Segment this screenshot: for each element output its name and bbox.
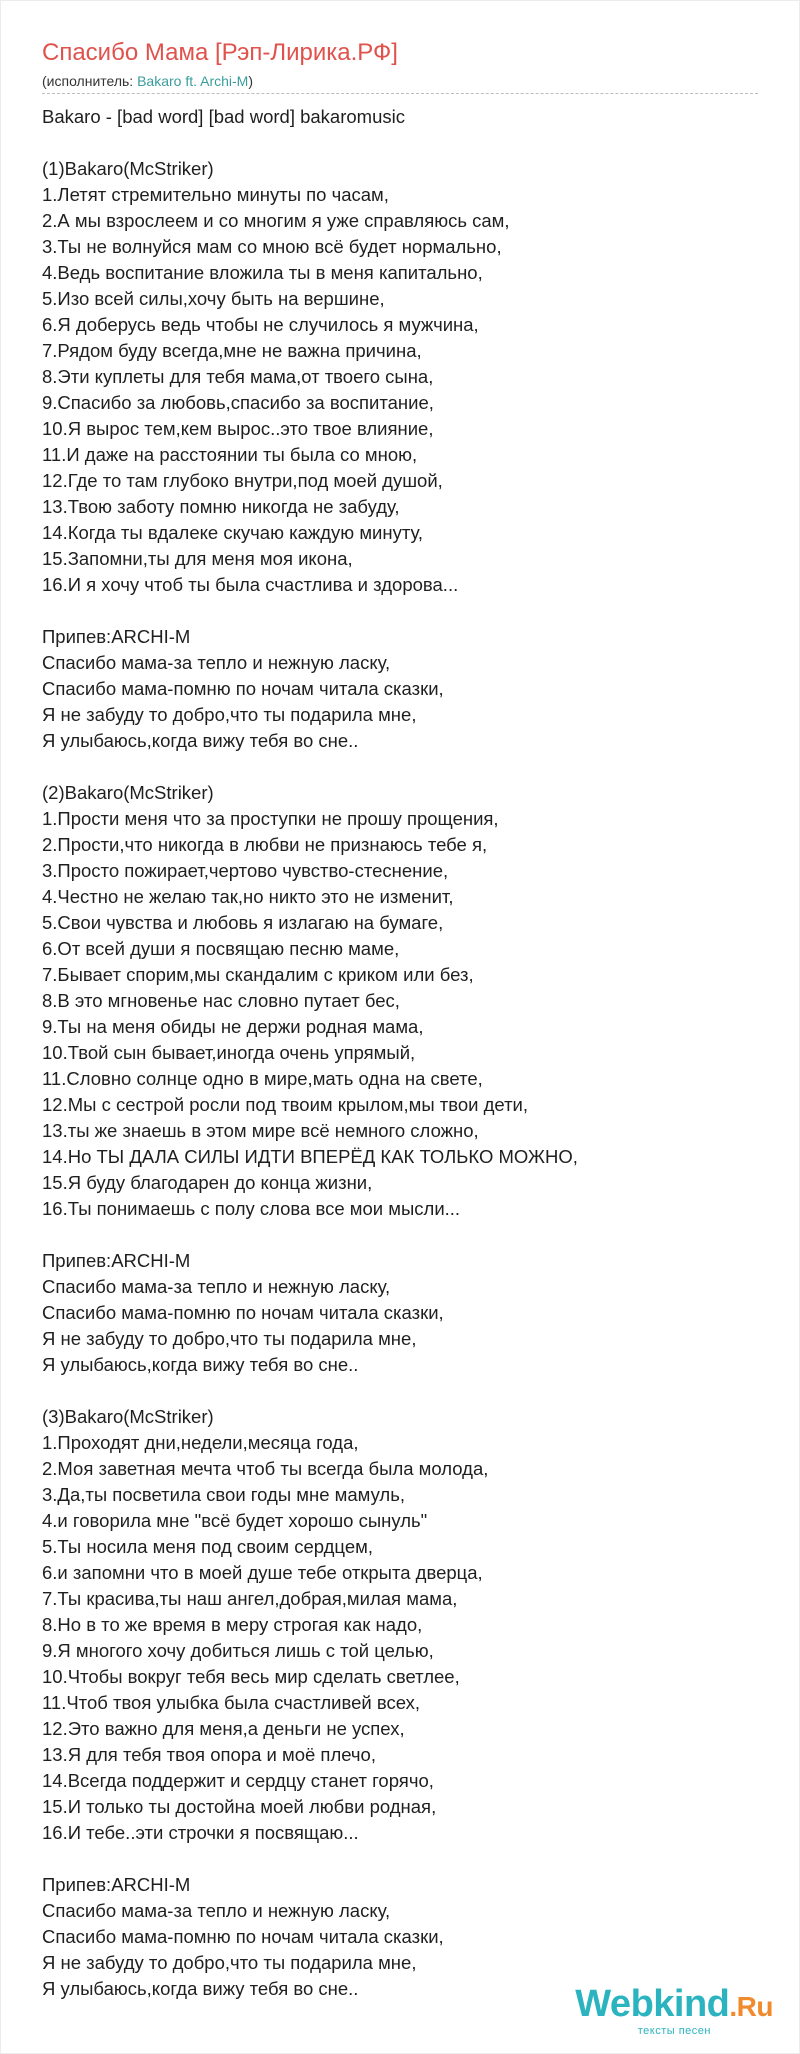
lyric-line: 5.Изо всей силы,хочу быть на вершине, bbox=[42, 288, 385, 309]
lyric-line: (2)Bakaro(McStriker) bbox=[42, 782, 214, 803]
lyric-line: Я улыбаюсь,когда вижу тебя во сне.. bbox=[42, 1354, 359, 1375]
lyric-line: 15.Запомни,ты для меня моя икона, bbox=[42, 548, 353, 569]
lyric-line: 3.Просто пожирает,чертово чувство-стеснение, bbox=[42, 860, 449, 881]
lyric-line: Я не забуду то добро,что ты подарила мне, bbox=[42, 1328, 417, 1349]
lyric-line: 5.Ты носила меня под своим сердцем, bbox=[42, 1536, 373, 1557]
lyric-line: 1.Летят стремительно минуты по часам, bbox=[42, 184, 389, 205]
lyric-line: Спасибо мама-за тепло и нежную ласку, bbox=[42, 652, 391, 673]
lyric-line: 8.Но в то же время в меру строгая как надо, bbox=[42, 1614, 423, 1635]
logo-main-text: Webkind bbox=[575, 1983, 730, 2025]
lyric-line: 6.Я доберусь ведь чтобы не случилось я мужчина, bbox=[42, 314, 479, 335]
lyric-line: 3.Да,ты посветила свои годы мне мамуль, bbox=[42, 1484, 405, 1505]
logo-tagline: тексты песен bbox=[637, 2025, 711, 2037]
lyric-line: 9.Я многого хочу добиться лишь с той целью, bbox=[42, 1640, 434, 1661]
lyric-line: Припев:ARCHI-M bbox=[42, 626, 191, 647]
lyric-line: (1)Bakaro(McStriker) bbox=[42, 158, 214, 179]
lyric-line: 2.Прости,что никогда в любви не признаюсь тебе я, bbox=[42, 834, 488, 855]
lyric-line: 2.А мы взрослеем и со многим я уже справляюсь сам, bbox=[42, 210, 510, 231]
lyrics-text bbox=[42, 104, 758, 2002]
lyric-line: 10.Твой сын бывает,иногда очень упрямый, bbox=[42, 1042, 416, 1063]
lyric-line: 12.Где то там глубоко внутри,под моей душой, bbox=[42, 470, 443, 491]
lyric-line: Bakaro - [bad word] [bad word] bakaromusic bbox=[42, 106, 405, 127]
lyric-line: 13.Я для тебя твоя опора и моё плечо, bbox=[42, 1744, 376, 1765]
lyric-line: 10.Чтобы вокруг тебя весь мир сделать светлее, bbox=[42, 1666, 460, 1687]
lyric-line: 3.Ты не волнуйся мам со мною всё будет нормально, bbox=[42, 236, 502, 257]
lyric-line: Спасибо мама-помню по ночам читала сказки, bbox=[42, 1926, 444, 1947]
performer-line bbox=[42, 72, 758, 90]
lyric-line: 15.И только ты достойна моей любви родная, bbox=[42, 1796, 437, 1817]
site-logo[interactable] bbox=[553, 1983, 773, 2037]
stanza-gap bbox=[42, 130, 758, 156]
lyric-line: 5.Свои чувства и любовь я излагаю на бумаге, bbox=[42, 912, 444, 933]
lyric-line: 13.ты же знаешь в этом мире всё немного сложно, bbox=[42, 1120, 479, 1141]
lyric-line: 8.Эти куплеты для тебя мама,от твоего сына, bbox=[42, 366, 434, 387]
lyric-line: 4.Ведь воспитание вложила ты в меня капитально, bbox=[42, 262, 483, 283]
lyric-line: Спасибо мама-за тепло и нежную ласку, bbox=[42, 1276, 391, 1297]
lyric-line: 15.Я буду благодарен до конца жизни, bbox=[42, 1172, 373, 1193]
stanza-gap bbox=[42, 1222, 758, 1248]
lyric-line: 9.Спасибо за любовь,спасибо за воспитание, bbox=[42, 392, 434, 413]
lyric-line: Я не забуду то добро,что ты подарила мне, bbox=[42, 1952, 417, 1973]
lyric-line: Спасибо мама-помню по ночам читала сказки, bbox=[42, 678, 444, 699]
lyric-line: 10.Я вырос тем,кем вырос..это твое влияние, bbox=[42, 418, 434, 439]
lyric-line: Я улыбаюсь,когда вижу тебя во сне.. bbox=[42, 1978, 359, 1999]
song-title: Спасибо Мама [Рэп-Лирика.РФ] bbox=[42, 39, 398, 66]
song-header bbox=[42, 38, 758, 90]
lyric-line: Я не забуду то добро,что ты подарила мне, bbox=[42, 704, 417, 725]
logo-suffix: .Ru bbox=[729, 1991, 773, 2022]
lyric-line: 6.и запомни что в моей душе тебе открыта дверца, bbox=[42, 1562, 483, 1583]
lyric-line: 12.Мы с сестрой росли под твоим крылом,мы твои дети, bbox=[42, 1094, 529, 1115]
lyric-line: Припев:ARCHI-M bbox=[42, 1250, 191, 1271]
lyric-line: 7.Ты красива,ты наш ангел,добрая,милая мама, bbox=[42, 1588, 458, 1609]
lyric-line: 16.И тебе..эти строчки я посвящаю... bbox=[42, 1822, 359, 1843]
lyric-line: 12.Это важно для меня,а деньги не успех, bbox=[42, 1718, 405, 1739]
lyric-line: 4.Честно не желаю так,но никто это не изменит, bbox=[42, 886, 454, 907]
lyric-line: 8.В это мгновенье нас словно путает бес, bbox=[42, 990, 400, 1011]
lyric-line: Я улыбаюсь,когда вижу тебя во сне.. bbox=[42, 730, 359, 751]
lyric-line: 13.Твою заботу помню никогда не забуду, bbox=[42, 496, 400, 517]
lyric-line: 16.Ты понимаешь с полу слова все мои мысли... bbox=[42, 1198, 461, 1219]
artist-link[interactable]: Bakaro ft. Archi-M bbox=[137, 73, 249, 89]
stanza-gap bbox=[42, 598, 758, 624]
lyric-line: 11.Чтоб твоя улыбка была счастливей всех, bbox=[42, 1692, 421, 1713]
stanza-gap bbox=[42, 1846, 758, 1872]
lyric-line: 14.Когда ты вдалеке скучаю каждую минуту, bbox=[42, 522, 424, 543]
performer-suffix: ) bbox=[248, 73, 254, 89]
lyric-line: 7.Рядом буду всегда,мне не важна причина, bbox=[42, 340, 422, 361]
lyric-line: (3)Bakaro(McStriker) bbox=[42, 1406, 214, 1427]
lyric-line: 1.Проходят дни,недели,месяца года, bbox=[42, 1432, 359, 1453]
lyric-line: 9.Ты на меня обиды не держи родная мама, bbox=[42, 1016, 424, 1037]
lyric-line: 11.И даже на расстоянии ты была со мною, bbox=[42, 444, 418, 465]
lyric-line: 14.Но ТЫ ДАЛА СИЛЫ ИДТИ ВПЕРЁД КАК ТОЛЬКО МОЖНО, bbox=[42, 1146, 578, 1167]
header-divider bbox=[42, 93, 758, 94]
lyric-line: 16.И я хочу чтоб ты была счастлива и здорова... bbox=[42, 574, 459, 595]
lyric-line: 14.Всегда поддержит и сердцу станет горячо, bbox=[42, 1770, 434, 1791]
lyric-line: 1.Прости меня что за проступки не прошу прощения, bbox=[42, 808, 499, 829]
logo-wordmark bbox=[553, 1984, 773, 2027]
lyric-line: Припев:ARCHI-M bbox=[42, 1874, 191, 1895]
lyric-line: 4.и говорила мне "всё будет хорошо сынуль" bbox=[42, 1510, 428, 1531]
lyric-line: Спасибо мама-за тепло и нежную ласку, bbox=[42, 1900, 391, 1921]
performer-prefix: (исполнитель: bbox=[42, 73, 138, 89]
lyric-line: Спасибо мама-помню по ночам читала сказки, bbox=[42, 1302, 444, 1323]
lyric-line: 7.Бывает спорим,мы скандалим с криком или без, bbox=[42, 964, 474, 985]
stanza-gap bbox=[42, 754, 758, 780]
stanza-gap bbox=[42, 1378, 758, 1404]
lyric-line: 6.От всей души я посвящаю песню маме, bbox=[42, 938, 400, 959]
lyric-line: 2.Моя заветная мечта чтоб ты всегда была молода, bbox=[42, 1458, 489, 1479]
lyric-line: 11.Словно солнце одно в мире,мать одна на свете, bbox=[42, 1068, 483, 1089]
